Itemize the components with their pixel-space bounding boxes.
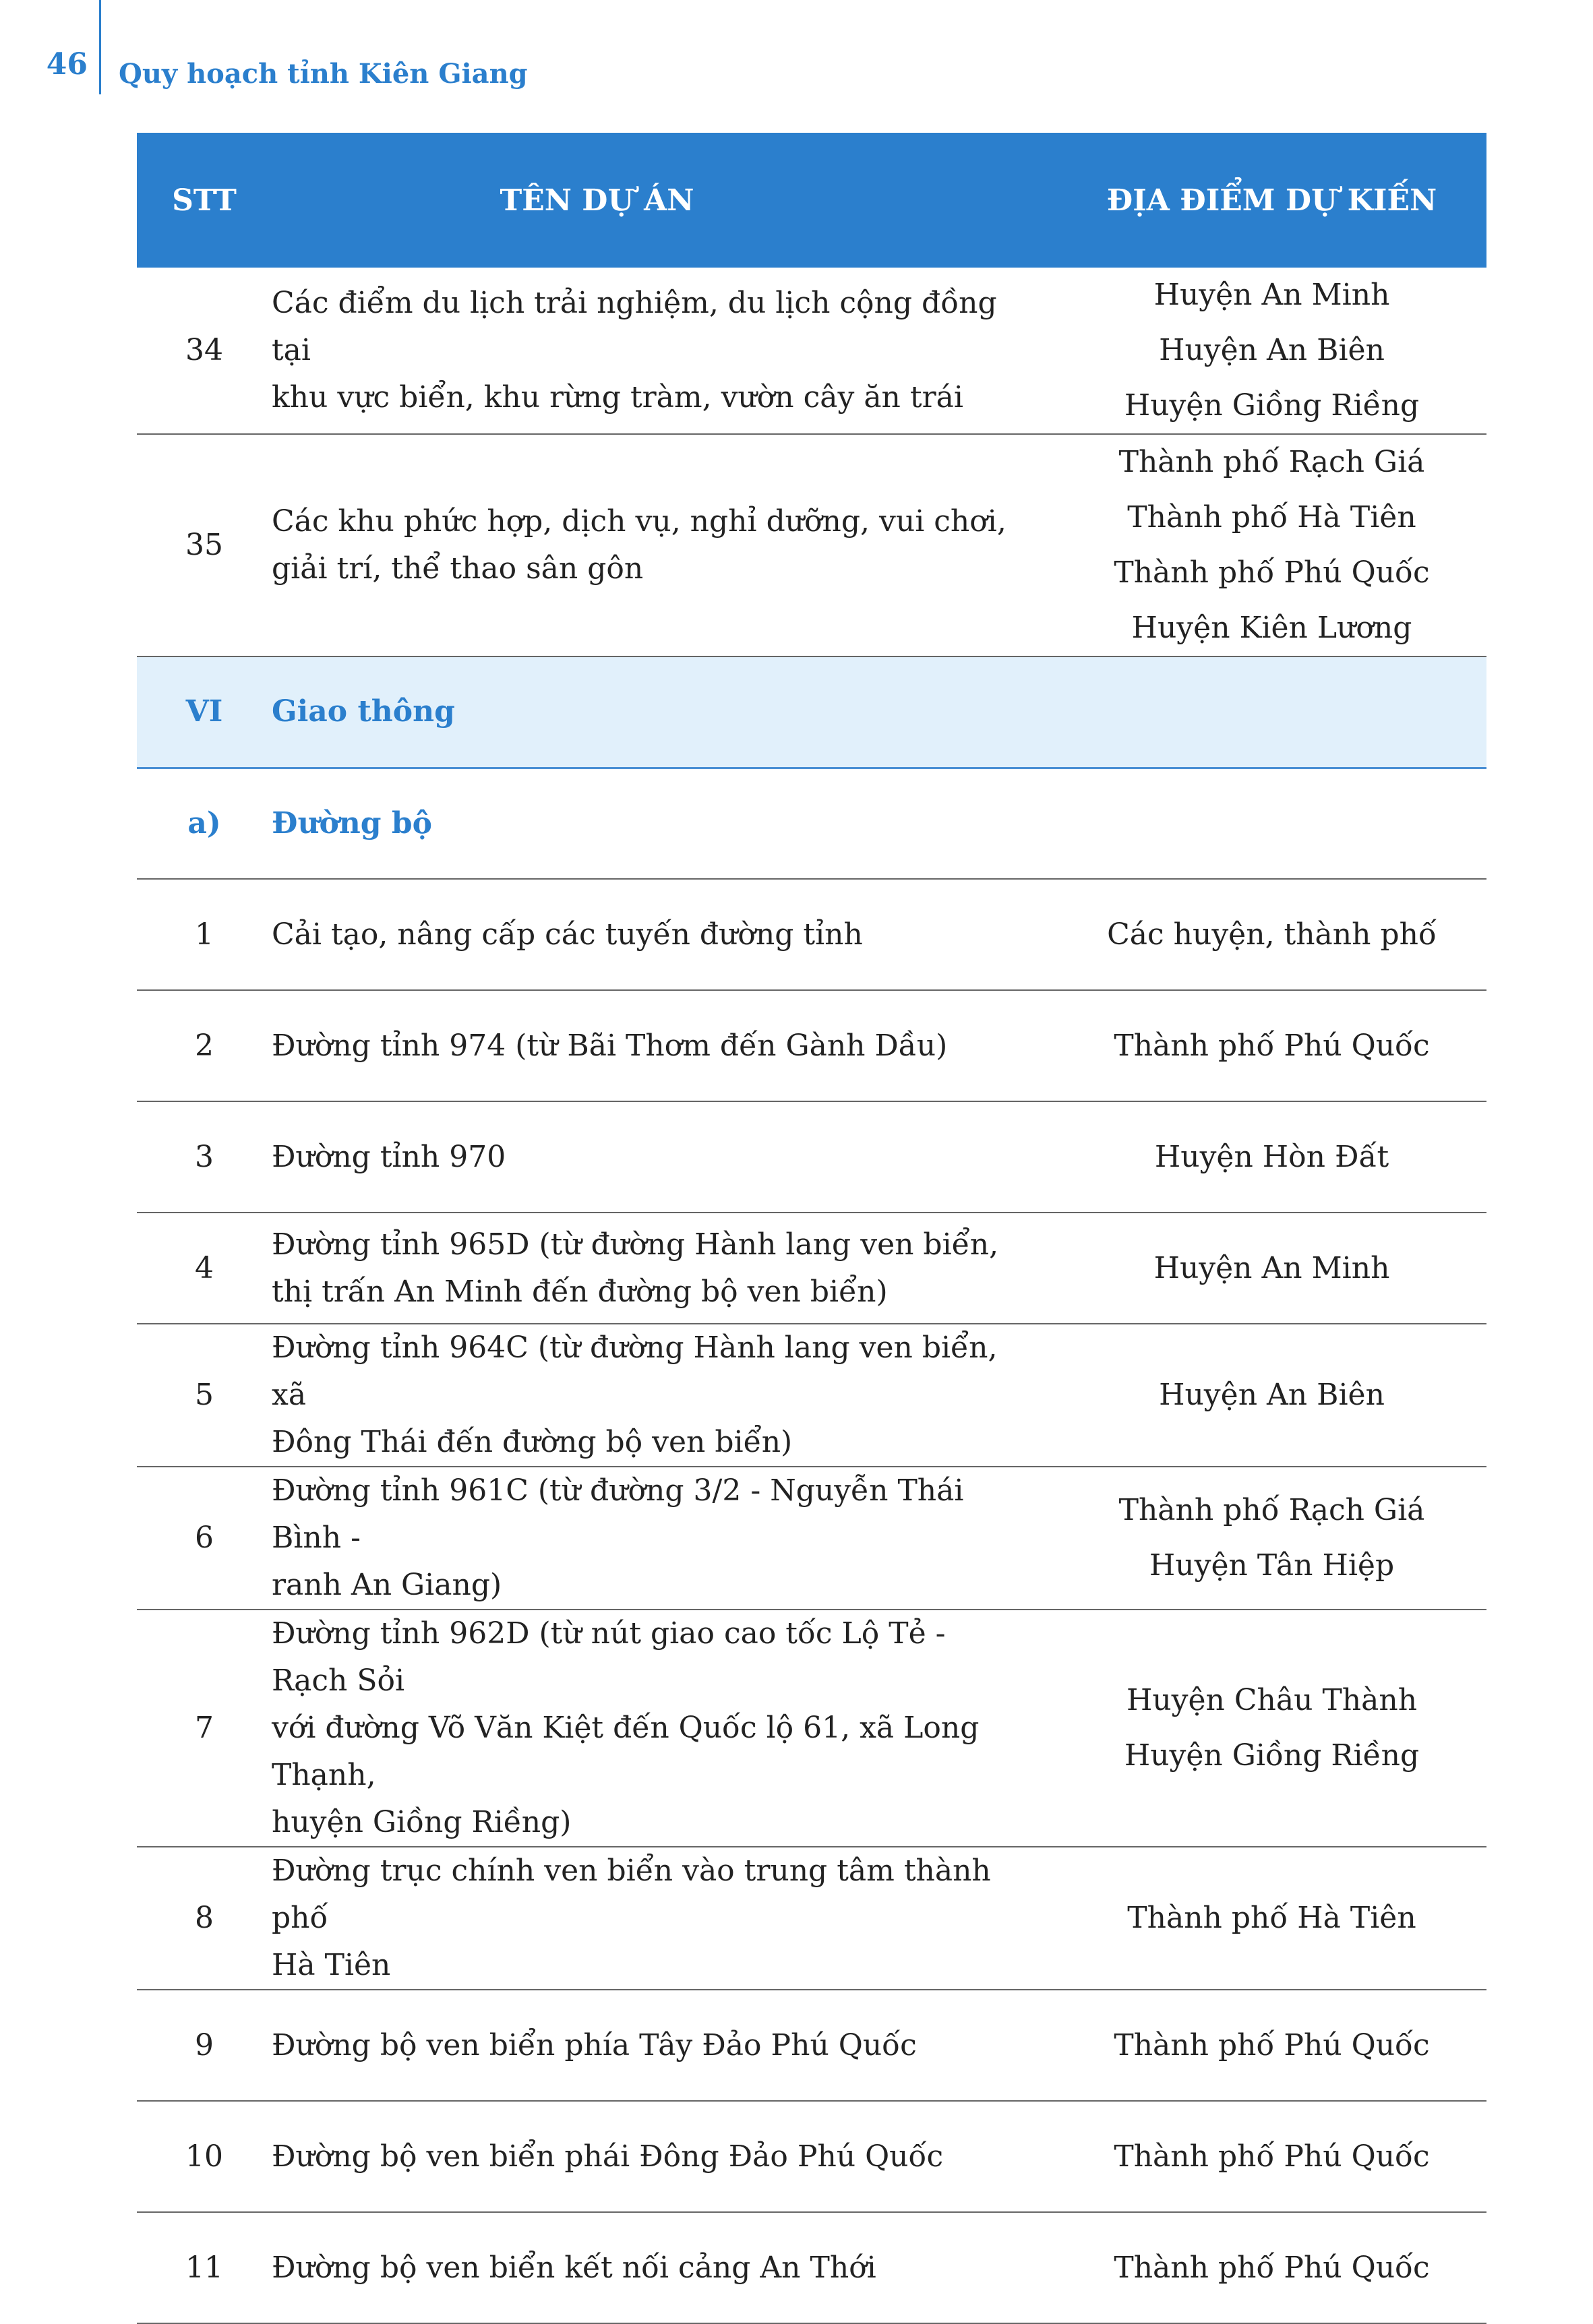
row-project-name bbox=[272, 1101, 1057, 1213]
table-row bbox=[137, 2101, 1486, 2212]
table-row bbox=[137, 1324, 1486, 1467]
row-location bbox=[1057, 879, 1486, 990]
project-name-line: với đường Võ Văn Kiệt đến Quốc lộ 61, xã Long Thạnh, bbox=[272, 1711, 980, 1792]
project-name-line: Đường tỉnh 962D (từ nút giao cao tốc Lộ Tẻ - Rạch Sỏi bbox=[272, 1616, 946, 1698]
table-row bbox=[137, 268, 1486, 434]
table-row bbox=[137, 1101, 1486, 1213]
row-stt: 10 bbox=[137, 2101, 272, 2212]
row-project-name bbox=[272, 1847, 1057, 1990]
location-line: Thành phố Hà Tiên bbox=[1127, 1901, 1416, 1935]
location-line: Huyện Giồng Riềng bbox=[1124, 388, 1420, 423]
row-location bbox=[1057, 990, 1486, 1101]
row-project-name bbox=[272, 268, 1057, 434]
project-name-line: Đường tỉnh 974 (từ Bãi Thơm đến Gành Dầu) bbox=[272, 1028, 948, 1063]
project-name-line: ranh An Giang) bbox=[272, 1568, 502, 1602]
project-name-line: Giao thông bbox=[272, 694, 455, 729]
table-body bbox=[137, 268, 1486, 2323]
location-line: Huyện An Minh bbox=[1153, 278, 1390, 312]
row-project-name bbox=[272, 1467, 1057, 1610]
column-header-name: TÊN DỰ ÁN bbox=[272, 133, 1057, 268]
row-stt: 1 bbox=[137, 879, 272, 990]
row-location bbox=[1057, 1847, 1486, 1990]
page-header bbox=[0, 0, 1593, 108]
row-project-name bbox=[272, 990, 1057, 1101]
header-divider bbox=[99, 0, 101, 94]
row-project-name bbox=[272, 1324, 1057, 1467]
project-name-line: Đường trục chính ven biển vào trung tâm thành phố bbox=[272, 1854, 991, 1935]
row-location bbox=[1057, 434, 1486, 656]
project-name-line: khu vực biển, khu rừng tràm, vườn cây ăn trái bbox=[272, 380, 963, 415]
table-row bbox=[137, 1610, 1486, 1847]
location-line: Huyện Kiên Lương bbox=[1131, 611, 1412, 645]
location-line: Huyện Tân Hiệp bbox=[1149, 1548, 1395, 1583]
document-title: Quy hoạch tỉnh Kiên Giang bbox=[119, 58, 528, 90]
row-stt: 2 bbox=[137, 990, 272, 1101]
location-line: Thành phố Phú Quốc bbox=[1114, 2139, 1430, 2174]
row-project-name bbox=[272, 1213, 1057, 1324]
row-stt: 11 bbox=[137, 2212, 272, 2323]
row-project-name bbox=[272, 1610, 1057, 1847]
row-stt: 4 bbox=[137, 1213, 272, 1324]
row-stt: 35 bbox=[137, 434, 272, 656]
project-name-line: Đường bộ ven biển phía Tây Đảo Phú Quốc bbox=[272, 2027, 917, 2062]
row-project-name bbox=[272, 879, 1057, 990]
row-location bbox=[1057, 1610, 1486, 1847]
location-line: Thành phố Phú Quốc bbox=[1114, 1028, 1430, 1063]
project-name-line: Hà Tiên bbox=[272, 1948, 391, 1982]
column-header-location: ĐỊA ĐIỂM DỰ KIẾN bbox=[1057, 133, 1486, 268]
project-name-line: Các khu phức hợp, dịch vụ, nghỉ dưỡng, vui chơi, bbox=[272, 504, 1006, 539]
row-stt: 6 bbox=[137, 1467, 272, 1610]
row-stt: a) bbox=[137, 768, 272, 879]
location-line: Thành phố Phú Quốc bbox=[1114, 555, 1430, 590]
row-stt: 9 bbox=[137, 1990, 272, 2101]
location-line: Huyện An Minh bbox=[1153, 1250, 1390, 1285]
location-line: Thành phố Hà Tiên bbox=[1127, 500, 1416, 534]
project-name-line: Đường tỉnh 965D (từ đường Hành lang ven biển, bbox=[272, 1227, 999, 1262]
row-location bbox=[1057, 1324, 1486, 1467]
project-name-line: Đường tỉnh 964C (từ đường Hành lang ven biển, xã bbox=[272, 1331, 998, 1412]
project-table bbox=[137, 133, 1486, 2324]
location-line: Huyện An Biên bbox=[1159, 1378, 1385, 1412]
location-line: Huyện Hòn Đất bbox=[1154, 1139, 1389, 1174]
project-name-line: Cải tạo, nâng cấp các tuyến đường tỉnh bbox=[272, 917, 863, 952]
table-row bbox=[137, 1990, 1486, 2101]
location-line: Huyện Châu Thành bbox=[1126, 1683, 1418, 1717]
row-project-name bbox=[272, 2101, 1057, 2212]
column-header-stt: STT bbox=[137, 133, 272, 268]
project-name-line: Đường bộ bbox=[272, 805, 432, 840]
row-project-name bbox=[272, 1990, 1057, 2101]
page-number: 46 bbox=[46, 47, 88, 82]
row-project-name bbox=[272, 434, 1057, 656]
project-name-line: huyện Giồng Riềng) bbox=[272, 1805, 572, 1839]
section-row bbox=[137, 656, 1486, 768]
project-name-line: Đường tỉnh 970 bbox=[272, 1139, 506, 1174]
table-row bbox=[137, 1847, 1486, 1990]
project-name-line: Đường bộ ven biển kết nối cảng An Thới bbox=[272, 2250, 876, 2285]
project-name-line: thị trấn An Minh đến đường bộ ven biển) bbox=[272, 1274, 888, 1309]
row-location bbox=[1057, 1990, 1486, 2101]
row-stt: 7 bbox=[137, 1610, 272, 1847]
location-line: Thành phố Phú Quốc bbox=[1114, 2027, 1430, 2062]
table-row bbox=[137, 434, 1486, 656]
row-location bbox=[1057, 1213, 1486, 1324]
row-location bbox=[1057, 2101, 1486, 2212]
project-name-line: Đông Thái đến đường bộ ven biển) bbox=[272, 1425, 793, 1459]
row-project-name bbox=[272, 768, 1057, 879]
row-project-name bbox=[272, 656, 1057, 768]
row-location bbox=[1057, 656, 1486, 768]
project-name-line: Các điểm du lịch trải nghiệm, du lịch cộng đồng tại bbox=[272, 286, 997, 367]
project-name-line: giải trí, thể thao sân gôn bbox=[272, 551, 644, 586]
row-stt: 34 bbox=[137, 268, 272, 434]
table-row bbox=[137, 990, 1486, 1101]
subsection-row bbox=[137, 768, 1486, 879]
row-location bbox=[1057, 768, 1486, 879]
location-line: Huyện An Biên bbox=[1159, 333, 1385, 367]
table-row bbox=[137, 879, 1486, 990]
location-line: Thành phố Rạch Giá bbox=[1118, 1493, 1425, 1527]
table-row bbox=[137, 1213, 1486, 1324]
project-name-line: Đường bộ ven biển phái Đông Đảo Phú Quốc bbox=[272, 2139, 944, 2174]
row-stt: 5 bbox=[137, 1324, 272, 1467]
row-stt: 8 bbox=[137, 1847, 272, 1990]
project-name-line: Đường tỉnh 961C (từ đường 3/2 - Nguyễn Thái Bình - bbox=[272, 1473, 964, 1555]
table-header-row bbox=[137, 133, 1486, 268]
location-line: Huyện Giồng Riềng bbox=[1124, 1738, 1420, 1773]
row-location bbox=[1057, 268, 1486, 434]
location-line: Thành phố Rạch Giá bbox=[1118, 445, 1425, 479]
location-line: Các huyện, thành phố bbox=[1107, 917, 1437, 952]
row-stt: 3 bbox=[137, 1101, 272, 1213]
row-location bbox=[1057, 1101, 1486, 1213]
row-location bbox=[1057, 1467, 1486, 1610]
location-line: Thành phố Phú Quốc bbox=[1114, 2250, 1430, 2285]
table-row bbox=[137, 1467, 1486, 1610]
row-stt: VI bbox=[137, 656, 272, 768]
